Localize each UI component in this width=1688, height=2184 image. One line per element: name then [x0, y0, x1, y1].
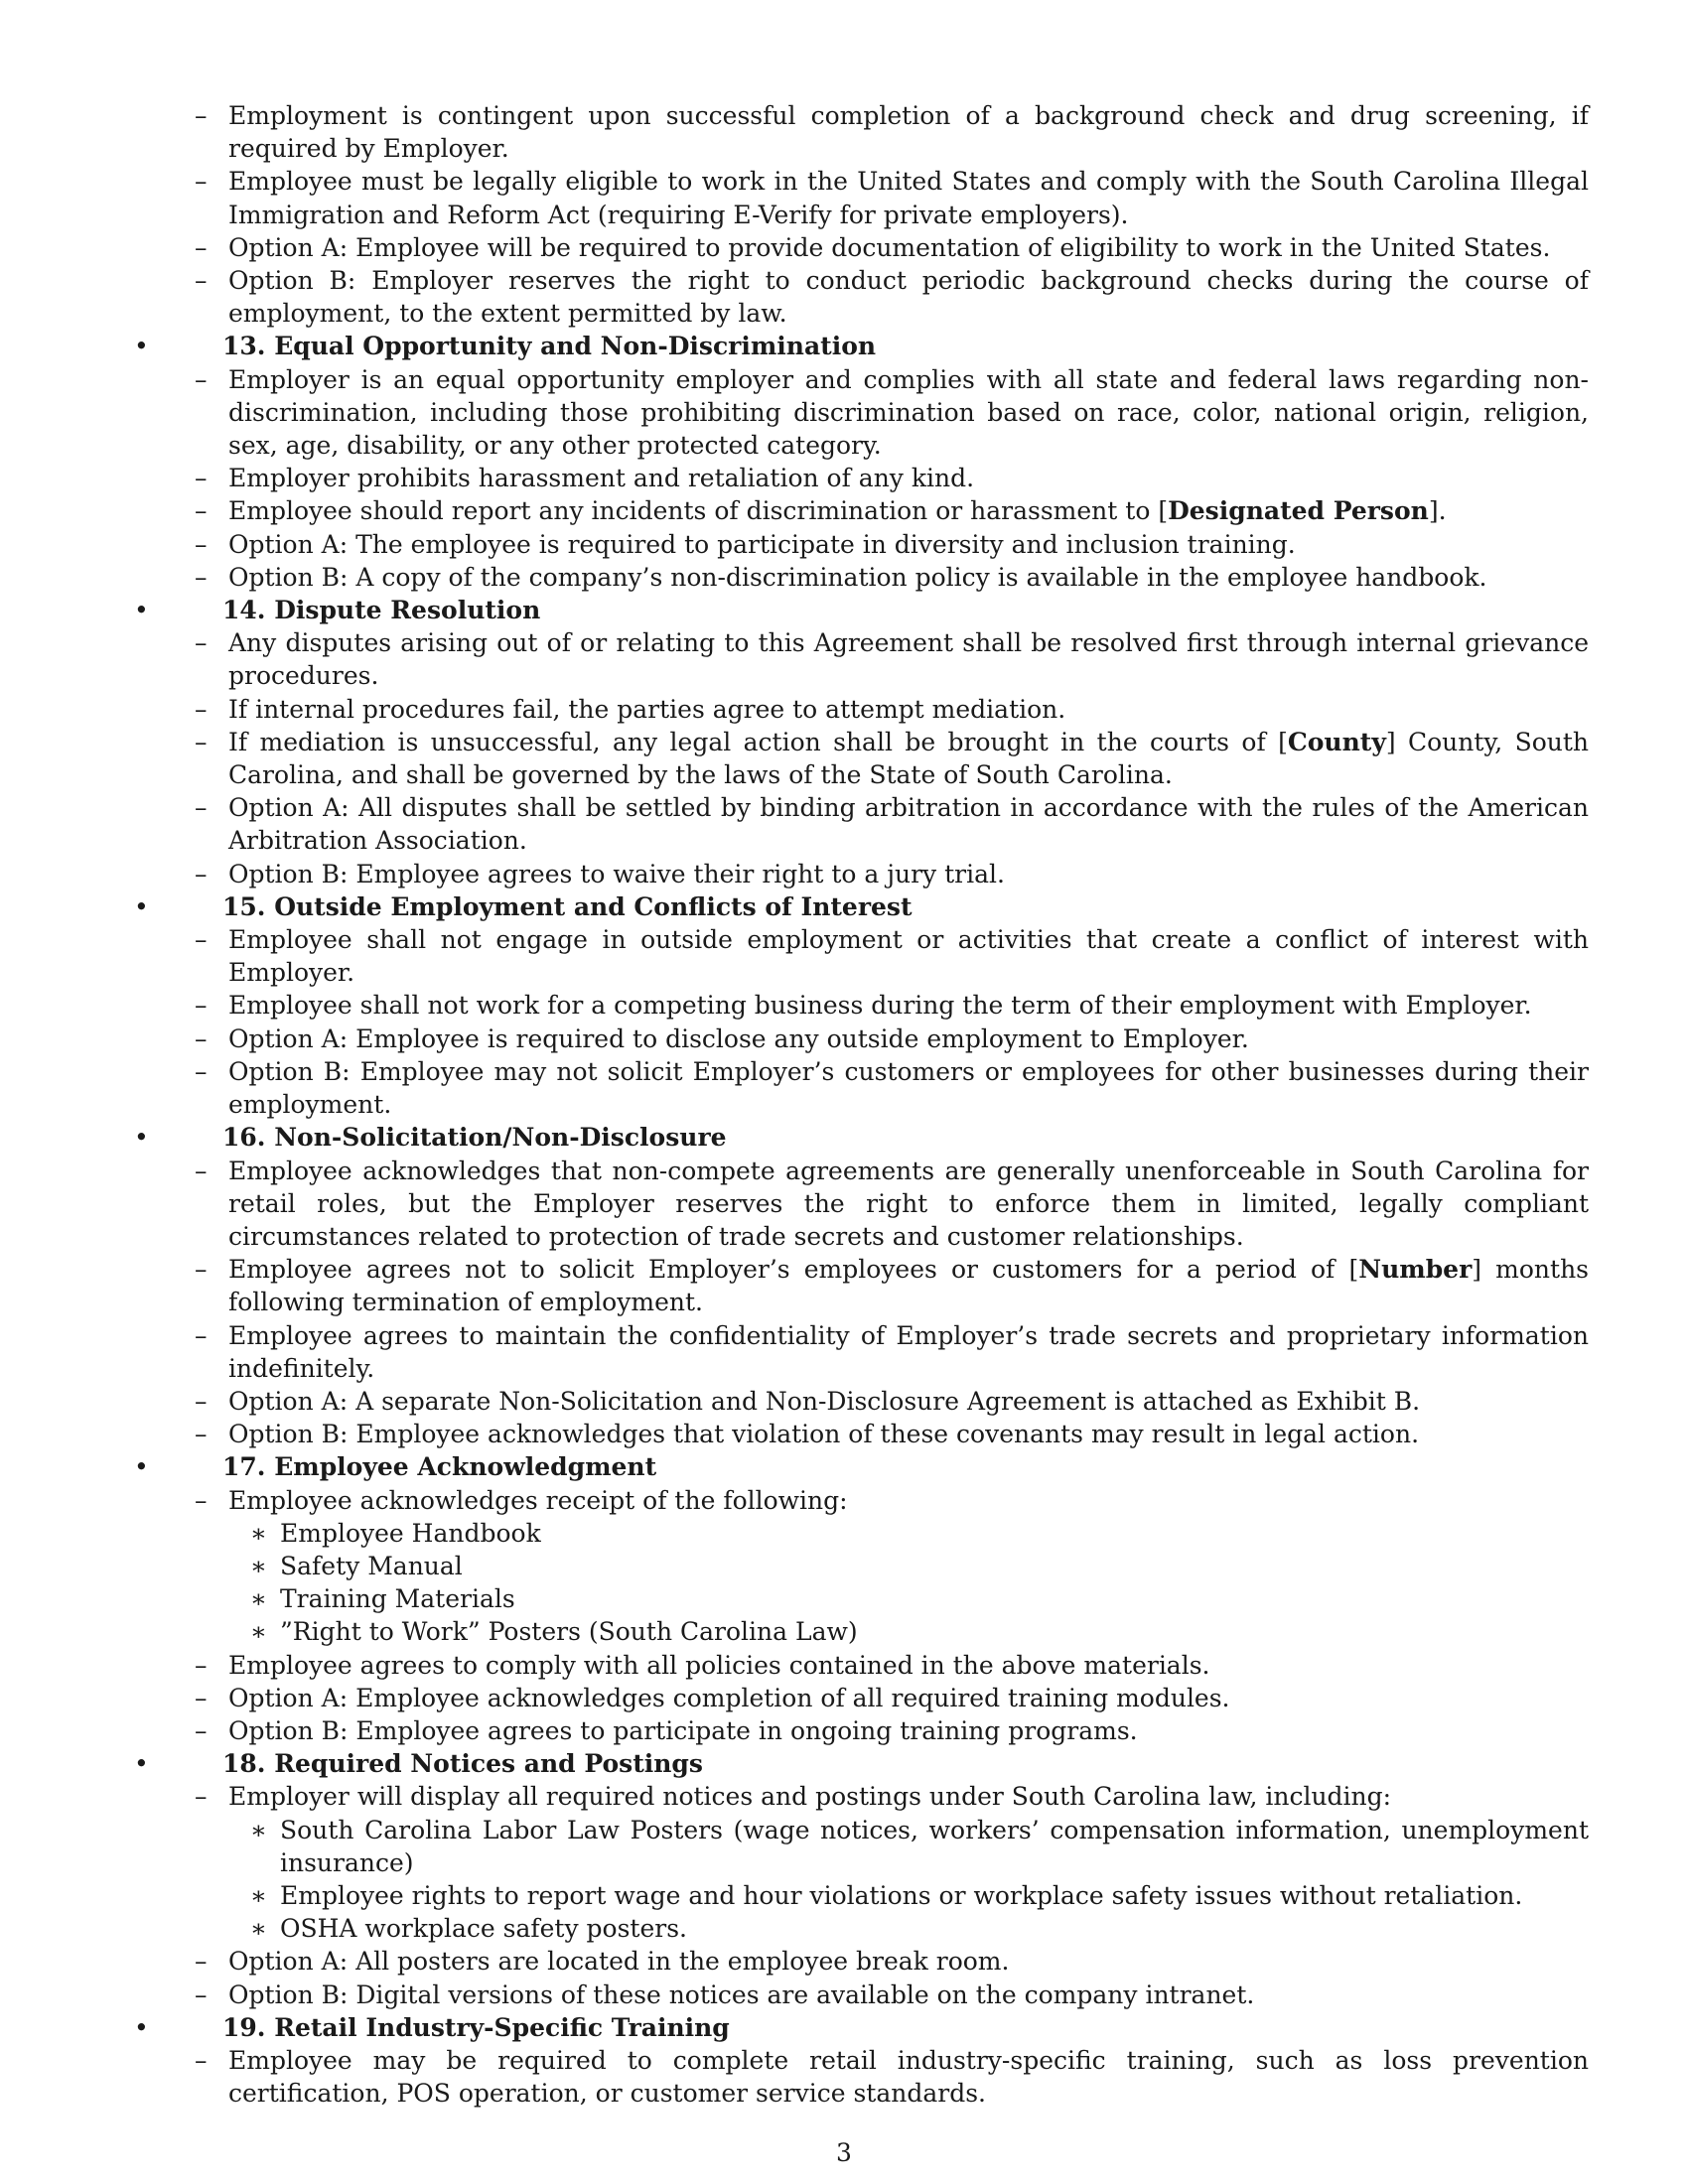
item-text: ] months following termination of employment.: [228, 1255, 1590, 1317]
section-19-items: [222, 2044, 1589, 2110]
section-heading: 18. Required Notices and Postings: [222, 1749, 703, 1779]
list-item: [129, 494, 1589, 527]
sub-list-item: ∗ OSHA workplace safety posters.: [228, 1912, 1589, 1945]
item-text: ] County, South Carolina, and shall be governed by the laws of the State of South Carolina.: [228, 727, 1589, 790]
list-item: – Employee must be legally eligible to work in the United States and comply with the South Carolina Illegal Immigration and Reform Act (requiring E-Verify for private employers).: [129, 165, 1589, 230]
list-item: – Option A: Employee is required to disclose any outside employment to Employer.: [129, 1023, 1589, 1055]
list-item: – If internal procedures fail, the parties agree to attempt mediation.: [129, 693, 1589, 726]
section-18-items: [222, 1780, 1589, 2010]
sub-list-item: ∗ Employee Handbook: [228, 1517, 1589, 1550]
bullet-icon: •: [134, 332, 149, 361]
list-item: – Option B: Employer reserves the right to conduct periodic background checks during the course of employment, to the extent permitted by law.: [129, 264, 1589, 330]
list-item: – Option A: All posters are located in the employee break room.: [129, 1945, 1589, 1978]
sub-list-item: ∗ ”Right to Work” Posters (South Carolina Law): [228, 1615, 1589, 1648]
list-item: – Option A: A separate Non-Solicitation and Non-Disclosure Agreement is attached as Exhibit B.: [129, 1385, 1589, 1418]
bullet-icon: •: [134, 2012, 149, 2042]
section-16: [129, 1121, 1589, 1450]
list-item: – Option B: Employee agrees to participate in ongoing training programs.: [129, 1714, 1589, 1747]
section-16-items: [222, 1155, 1589, 1451]
section-14-items: [222, 626, 1589, 890]
sub-list-item: ∗ Training Materials: [228, 1582, 1589, 1615]
sub-list-item: ∗ South Carolina Labor Law Posters (wage notices, workers’ compensation information, unemployment insurance): [228, 1814, 1589, 1879]
bullet-icon: •: [134, 1452, 149, 1482]
list-item: – Employer prohibits harassment and retaliation of any kind.: [129, 462, 1589, 494]
placeholder-number: Number: [1358, 1255, 1473, 1285]
list-item: – Employer is an equal opportunity employer and complies with all state and federal laws regarding non-discrimination, including those prohibiting discrimination based on race, color, national origin, religion, sex, age, disability, or any other protected category.: [129, 363, 1589, 463]
list-item: – Option B: Employee may not solicit Employer’s customers or employees for other businesses during their employment.: [129, 1055, 1589, 1121]
sections-list: [129, 330, 1589, 2110]
section-17-items: [222, 1484, 1589, 1748]
section-heading: 13. Equal Opportunity and Non-Discrimination: [222, 332, 877, 361]
list-item: [129, 1484, 1589, 1649]
intro-list: [129, 99, 1589, 330]
list-item: – Option A: The employee is required to participate in diversity and inclusion training.: [129, 528, 1589, 561]
item-text: Employer will display all required notices and postings under South Carolina law, including:: [228, 1782, 1392, 1812]
list-item: – Any disputes arising out of or relating to this Agreement shall be resolved first through internal grievance procedures.: [129, 626, 1589, 692]
list-item: – Employee acknowledges that non-compete agreements are generally unenforceable in South Carolina for retail roles, but the Employer reserves the right to enforce them in limited, legally compliant circumstances related to protection of trade secrets and customer relationships.: [129, 1155, 1589, 1254]
section-13-items: [222, 363, 1589, 594]
bullet-icon: •: [134, 1749, 149, 1779]
required-postings-list: [228, 1814, 1589, 1946]
list-item: – Employee shall not work for a competing business during the term of their employment with Employer.: [129, 989, 1589, 1022]
placeholder-designated-person: Designated Person: [1168, 496, 1429, 526]
document-content: [129, 99, 1589, 2110]
section-18: [129, 1747, 1589, 2011]
list-item: – Option A: All disputes shall be settled by binding arbitration in accordance with the rules of the American Arbitration Association.: [129, 791, 1589, 857]
item-text: Employee should report any incidents of discrimination or harassment to [: [228, 496, 1169, 526]
section-15-items: [222, 923, 1589, 1121]
list-item: – Employee agrees to comply with all policies contained in the above materials.: [129, 1649, 1589, 1682]
item-text: Employee agrees not to solicit Employer’s employees or customers for a period of [: [228, 1255, 1359, 1285]
item-text: If mediation is unsuccessful, any legal action shall be brought in the courts of [: [228, 727, 1288, 756]
section-heading: 16. Non-Solicitation/Non-Disclosure: [222, 1123, 727, 1153]
placeholder-county: County: [1287, 727, 1386, 756]
section-19: [129, 2011, 1589, 2111]
bullet-icon: •: [134, 891, 149, 921]
item-text: ].: [1428, 496, 1447, 526]
sub-list-item: ∗ Safety Manual: [228, 1550, 1589, 1582]
list-item: – Option B: Digital versions of these notices are available on the company intranet.: [129, 1979, 1589, 2011]
list-item: – Option B: A copy of the company’s non-discrimination policy is available in the employee handbook.: [129, 561, 1589, 594]
section-17: [129, 1450, 1589, 1747]
section-14: [129, 594, 1589, 890]
list-item: – Option A: Employee will be required to provide documentation of eligibility to work in the United States.: [129, 231, 1589, 264]
list-item: – Option B: Employee acknowledges that violation of these covenants may result in legal action.: [129, 1418, 1589, 1450]
section-heading: 14. Dispute Resolution: [222, 596, 541, 625]
bullet-icon: •: [134, 596, 149, 625]
list-item: – Employment is contingent upon successful completion of a background check and drug screening, if required by Employer.: [129, 99, 1589, 165]
section-heading: 15. Outside Employment and Conflicts of Interest: [222, 891, 913, 921]
section-15: [129, 890, 1589, 1121]
section-13: [129, 330, 1589, 594]
section-heading: 17. Employee Acknowledgment: [222, 1452, 657, 1482]
item-text: Employee acknowledges receipt of the following:: [228, 1485, 848, 1515]
list-item: – Employee shall not engage in outside employment or activities that create a conflict of interest with Employer.: [129, 923, 1589, 989]
acknowledged-materials-list: [228, 1517, 1589, 1649]
sub-list-item: ∗ Employee rights to report wage and hour violations or workplace safety issues without retaliation.: [228, 1879, 1589, 1912]
list-item: – Employee agrees to maintain the confidentiality of Employer’s trade secrets and proprietary information indefinitely.: [129, 1319, 1589, 1385]
list-item: [129, 1253, 1589, 1318]
list-item: – Employee may be required to complete retail industry-specific training, such as loss prevention certification, POS operation, or customer service standards.: [129, 2044, 1589, 2110]
bullet-icon: •: [134, 1123, 149, 1153]
page-number: 3: [836, 2138, 852, 2167]
list-item: – Option B: Employee agrees to waive their right to a jury trial.: [129, 858, 1589, 890]
section-heading: 19. Retail Industry-Specific Training: [222, 2012, 730, 2042]
list-item: [129, 1780, 1589, 1945]
list-item: – Option A: Employee acknowledges completion of all required training modules.: [129, 1682, 1589, 1714]
list-item: [129, 726, 1589, 791]
